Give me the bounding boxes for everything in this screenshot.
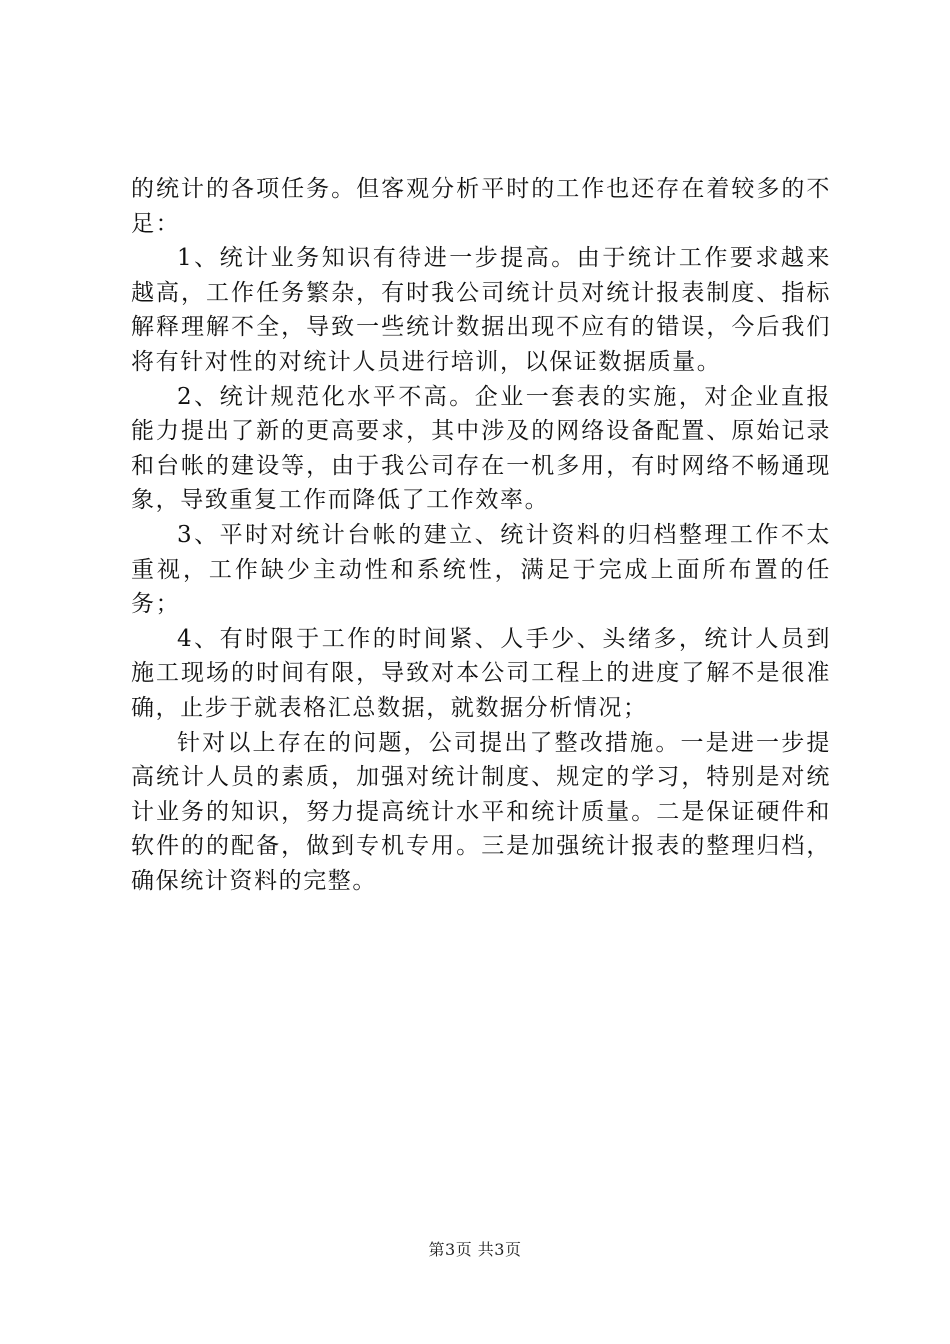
paragraph-item-3: 3、平时对统计台帐的建立、统计资料的归档整理工作不太重视，工作缺少主动性和系统性，满足于完成上面所布置的任务； xyxy=(131,521,831,618)
paragraph-item-4: 4、有时限于工作的时间紧、人手少、头绪多，统计人员到施工现场的时间有限，导致对本公司工程上的进度了解不是很准确，止步于就表格汇总数据，就数据分析情况； xyxy=(131,625,831,721)
paragraph-measures: 针对以上存在的问题，公司提出了整改措施。一是进一步提高统计人员的素质，加强对统计制度、规定的学习，特别是对统计业务的知识，努力提高统计水平和统计质量。二是保证硬件和软件的的配备，做到专机专用。三是加强统计报表的整理归档，确保统计资料的完整。 xyxy=(131,729,831,894)
paragraph-item-1: 1、统计业务知识有待进一步提高。由于统计工作要求越来越高，工作任务繁杂，有时我公司统计员对统计报表制度、指标解释理解不全，导致一些统计数据出现不应有的错误，今后我们将有针对性的对统计人员进行培训，以保证数据质量。 xyxy=(131,245,831,375)
page-number-footer: 第3页 共3页 xyxy=(428,1240,522,1259)
document-body xyxy=(131,172,831,898)
paragraph-continuation: 的统计的各项任务。但客观分析平时的工作也还存在着较多的不足： xyxy=(131,176,831,237)
paragraph-item-2: 2、统计规范化水平不高。企业一套表的实施，对企业直报能力提出了新的更高要求，其中涉及的网络设备配置、原始记录和台帐的建设等，由于我公司存在一机多用，有时网络不畅通现象，导致重复工作而降低了工作效率。 xyxy=(131,383,831,514)
